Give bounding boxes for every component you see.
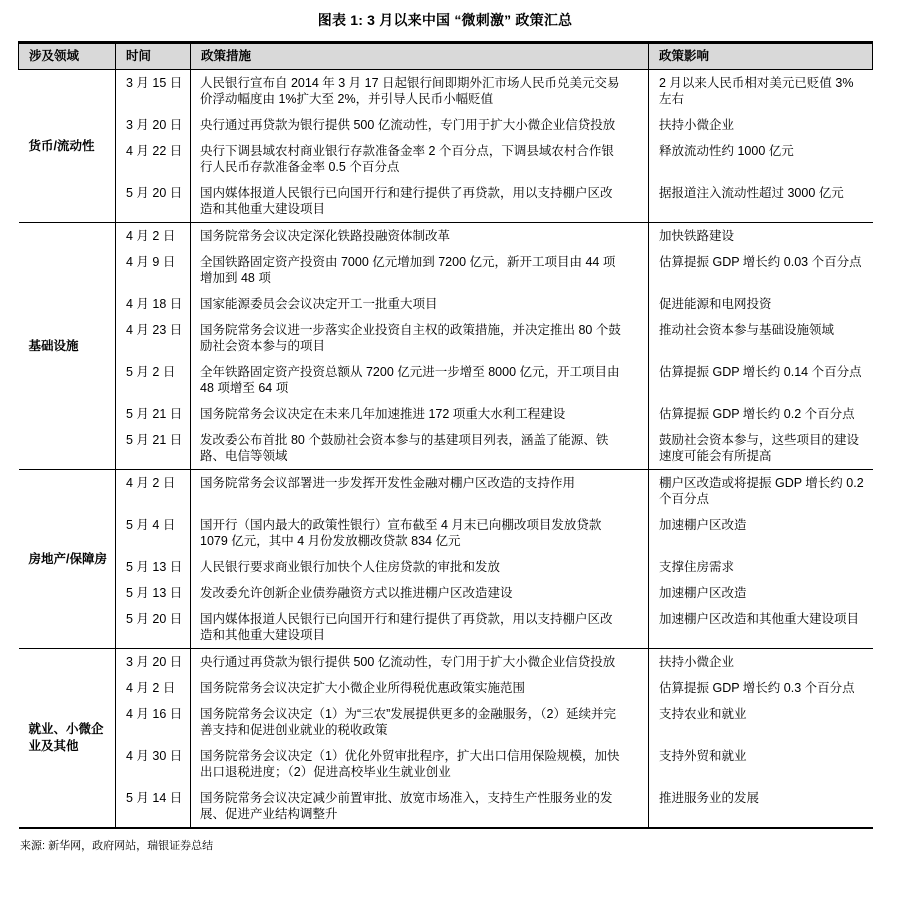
measure-cell: 国务院常务会议决定（1）为“三农”发展提供更多的金融服务，（2）延续并完善支持和促进创业就业的税收政策 xyxy=(191,701,649,743)
table-row xyxy=(19,470,873,513)
table-row xyxy=(19,606,873,649)
impact-cell: 推进服务业的发展 xyxy=(659,791,760,805)
date-cell: 3 月 20 日 xyxy=(116,649,191,676)
measure-cell: 国务院常务会议决定扩大小微企业所得税优惠政策实施范围 xyxy=(191,675,649,701)
impact-cell: 推动社会资本参与基础设施领域 xyxy=(659,323,835,337)
impact-cell: 扶持小微企业 xyxy=(659,118,735,132)
date-cell: 4 月 22 日 xyxy=(116,138,191,180)
impact-cell: 支持农业和就业 xyxy=(659,707,747,721)
impact-cell: 棚户区改造或将提振 GDP 增长约 0.2 个百分点 xyxy=(649,470,873,513)
measure-cell: 国务院常务会议决定深化铁路投融资体制改革 xyxy=(191,223,649,250)
date-cell: 4 月 18 日 xyxy=(116,291,191,317)
date-cell: 4 月 23 日 xyxy=(116,317,191,359)
impact-cell: 估算提振 GDP 增长约 0.3 个百分点 xyxy=(659,681,855,695)
measure-cell: 国内媒体报道人民银行已向国开行和建行提供了再贷款，用以支持棚户区改造和其他重大建设项目 xyxy=(191,180,649,223)
measure-cell: 发改委允许创新企业债券融资方式以推进棚户区改造建设 xyxy=(191,580,649,606)
date-cell: 5 月 13 日 xyxy=(116,554,191,580)
date-cell: 4 月 30 日 xyxy=(116,743,191,785)
table-row xyxy=(19,180,873,223)
source-note: 来源: 新华网，政府网站，瑞银证券总结 xyxy=(20,840,214,852)
date-cell: 4 月 2 日 xyxy=(116,675,191,701)
impact-cell: 释放流动性约 1000 亿元 xyxy=(659,144,794,158)
table-body xyxy=(19,70,873,829)
table-row xyxy=(19,223,873,250)
measure-cell: 央行通过再贷款为银行提供 500 亿流动性，专门用于扩大小微企业信贷投放 xyxy=(191,112,649,138)
measure-cell: 国开行（国内最大的政策性银行）宣布截至 4 月末已向棚改项目发放贷款 1079 亿元，其中 4 月份发放棚改贷款 834 亿元 xyxy=(191,512,649,554)
measure-cell: 国务院常务会议部署进一步发挥开发性金融对棚户区改造的支持作用 xyxy=(191,470,649,513)
measure-cell: 人民银行宣布自 2014 年 3 月 17 日起银行间即期外汇市场人民币兑美元交易价浮动幅度由 1%扩大至 2%，并引导人民币小幅贬值 xyxy=(191,70,649,113)
date-cell: 5 月 13 日 xyxy=(116,580,191,606)
impact-cell: 加速棚户区改造 xyxy=(659,586,747,600)
measure-cell: 国务院常务会议决定在未来几年加速推进 172 项重大水利工程建设 xyxy=(191,401,649,427)
date-cell: 4 月 9 日 xyxy=(116,249,191,291)
impact-cell: 扶持小微企业 xyxy=(649,649,873,676)
impact-cell: 估算提振 GDP 增长约 0.03 个百分点 xyxy=(659,255,862,269)
date-cell: 5 月 20 日 xyxy=(116,606,191,649)
table-header xyxy=(19,43,873,70)
category-cell: 就业、小微企业及其他 xyxy=(19,649,116,829)
table-row xyxy=(19,701,873,743)
measure-cell: 央行通过再贷款为银行提供 500 亿流动性，专门用于扩大小微企业信贷投放 xyxy=(191,649,649,676)
table-header-row xyxy=(19,43,873,70)
table-row xyxy=(19,512,873,554)
impact-cell: 2 月以来人民币相对美元已贬值 3%左右 xyxy=(649,70,873,113)
table-row xyxy=(19,427,873,470)
measure-cell: 国务院常务会议决定（1）优化外贸审批程序，扩大出口信用保险规模，加快出口退税进度；（2）促进高校毕业生就业创业 xyxy=(191,743,649,785)
table-row xyxy=(19,112,873,138)
table-row xyxy=(19,743,873,785)
measure-cell: 央行下调县域农村商业银行存款准备金率 2 个百分点，下调县域农村合作银行人民币存款准备金率 0.5 个百分点 xyxy=(191,138,649,180)
impact-cell: 加速棚户区改造和其他重大建设项目 xyxy=(659,612,860,626)
impact-cell: 加快铁路建设 xyxy=(649,223,873,250)
date-cell: 5 月 14 日 xyxy=(116,785,191,828)
date-cell: 5 月 21 日 xyxy=(116,427,191,470)
table-row xyxy=(19,70,873,113)
date-cell: 3 月 15 日 xyxy=(116,70,191,113)
measure-cell: 全年铁路固定资产投资总额从 7200 亿元进一步增至 8000 亿元，开工项目由 48 项增至 64 项 xyxy=(191,359,649,401)
date-cell: 5 月 20 日 xyxy=(116,180,191,223)
column-header-date: 时间 xyxy=(116,43,191,70)
date-cell: 3 月 20 日 xyxy=(116,112,191,138)
policy-table xyxy=(18,41,873,829)
category-cell: 基础设施 xyxy=(19,223,116,470)
date-cell: 4 月 2 日 xyxy=(116,470,191,513)
table-row xyxy=(19,138,873,180)
impact-cell: 估算提振 GDP 增长约 0.14 个百分点 xyxy=(659,365,862,379)
table-row xyxy=(19,675,873,701)
impact-cell: 支撑住房需求 xyxy=(659,560,735,574)
measure-cell: 人民银行要求商业银行加快个人住房贷款的审批和发放 xyxy=(191,554,649,580)
table-row xyxy=(19,401,873,427)
measure-cell: 发改委公布首批 80 个鼓励社会资本参与的基建项目列表，涵盖了能源、铁路、电信等领域 xyxy=(191,427,649,470)
date-cell: 4 月 2 日 xyxy=(116,223,191,250)
table-row xyxy=(19,580,873,606)
table-row xyxy=(19,317,873,359)
table-row xyxy=(19,249,873,291)
column-header-measure: 政策措施 xyxy=(191,43,649,70)
impact-cell: 据报道注入流动性超过 3000 亿元 xyxy=(659,186,844,200)
category-cell: 房地产/保障房 xyxy=(19,470,116,649)
measure-cell: 国务院常务会议决定减少前置审批、放宽市场准入，支持生产性服务业的发展、促进产业结构调整升 xyxy=(191,785,649,828)
category-cell: 货币/流动性 xyxy=(19,70,116,223)
column-header-area: 涉及领域 xyxy=(19,43,116,70)
table-row xyxy=(19,291,873,317)
measure-cell: 全国铁路固定资产投资由 7000 亿元增加到 7200 亿元，新开工项目由 44 项增加到 48 项 xyxy=(191,249,649,291)
impact-cell: 加速棚户区改造 xyxy=(659,518,747,532)
table-row xyxy=(19,554,873,580)
table-row xyxy=(19,785,873,828)
table-row xyxy=(19,359,873,401)
date-cell: 5 月 21 日 xyxy=(116,401,191,427)
date-cell: 5 月 4 日 xyxy=(116,512,191,554)
impact-cell: 支持外贸和就业 xyxy=(659,749,747,763)
impact-cell: 促进能源和电网投资 xyxy=(659,297,772,311)
column-header-impact: 政策影响 xyxy=(649,43,873,70)
date-cell: 5 月 2 日 xyxy=(116,359,191,401)
impact-cell: 估算提振 GDP 增长约 0.2 个百分点 xyxy=(659,407,855,421)
measure-cell: 国家能源委员会会议决定开工一批重大项目 xyxy=(191,291,649,317)
measure-cell: 国内媒体报道人民银行已向国开行和建行提供了再贷款，用以支持棚户区改造和其他重大建设项目 xyxy=(191,606,649,649)
impact-cell: 鼓励社会资本参与，这些项目的建设速度可能会有所提高 xyxy=(659,433,860,463)
measure-cell: 国务院常务会议进一步落实企业投资自主权的政策措施，并决定推出 80 个鼓励社会资本参与的项目 xyxy=(191,317,649,359)
page-title: 图表 1: 3 月以来中国 “微刺激” 政策汇总 xyxy=(317,12,573,28)
table-row xyxy=(19,649,873,676)
date-cell: 4 月 16 日 xyxy=(116,701,191,743)
